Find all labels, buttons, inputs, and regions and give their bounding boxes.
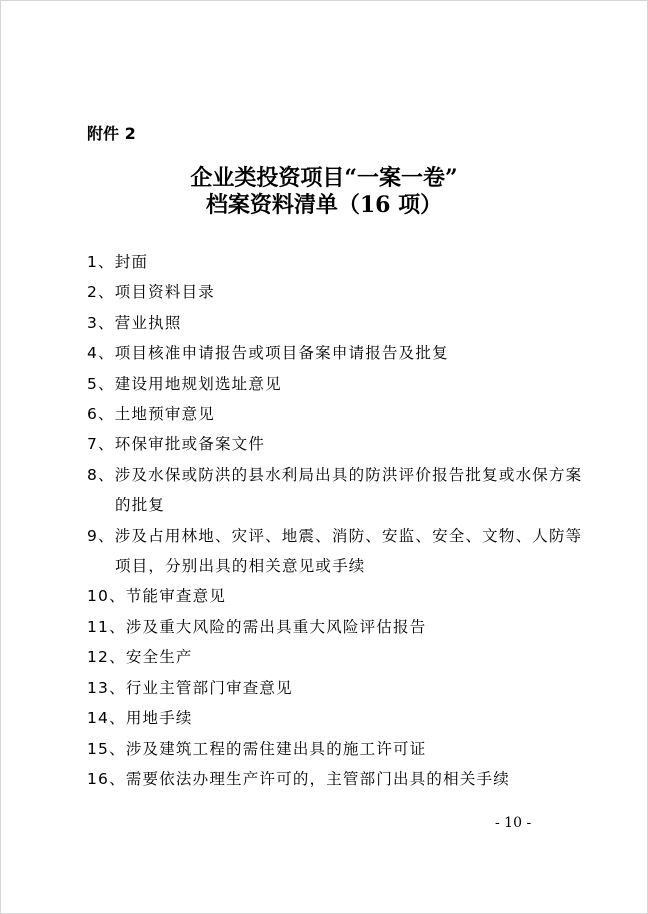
list-item-text: 项目资料目录 bbox=[114, 283, 215, 302]
list-item bbox=[87, 399, 587, 429]
list-item bbox=[87, 734, 587, 764]
list-item-text: 安全生产 bbox=[125, 648, 193, 667]
list-item-text: 封面 bbox=[114, 253, 149, 271]
checklist bbox=[87, 247, 587, 794]
list-item-number: 6、 bbox=[87, 405, 115, 424]
list-item-text: 环保审批或备案文件 bbox=[114, 435, 266, 454]
list-item bbox=[87, 308, 587, 338]
list-item bbox=[87, 338, 587, 368]
list-item-number: 12、 bbox=[87, 648, 126, 667]
list-item-text: 行业主管部门审查意见 bbox=[125, 678, 293, 697]
list-item-number: 4、 bbox=[87, 344, 115, 363]
page-number: - 10 - bbox=[495, 815, 532, 831]
list-item-text: 涉及建筑工程的需住建出具的施工许可证 bbox=[125, 739, 427, 758]
list-item bbox=[87, 277, 587, 307]
list-item bbox=[87, 612, 587, 642]
list-item-number: 2、 bbox=[87, 283, 115, 302]
list-item-text: 涉及重大风险的需出具重大风险评估报告 bbox=[125, 617, 427, 636]
list-item-text: 涉及水保或防洪的县水利局出具的防洪评价报告批复或水保方案的批复 bbox=[114, 465, 583, 515]
list-item-text: 土地预审意见 bbox=[114, 405, 215, 424]
list-item-text: 涉及占用林地、灾评、地震、消防、安监、安全、文物、人防等项目，分别出具的相关意见或手续 bbox=[114, 526, 583, 576]
list-item bbox=[87, 764, 587, 794]
list-item bbox=[87, 247, 587, 277]
list-item-text: 节能审查意见 bbox=[125, 587, 227, 606]
list-item bbox=[87, 673, 587, 703]
list-item-text: 营业执照 bbox=[114, 313, 182, 332]
list-item-number: 8、 bbox=[87, 465, 115, 484]
list-item-number: 7、 bbox=[87, 435, 115, 454]
list-item-number: 10、 bbox=[87, 587, 126, 606]
list-item bbox=[87, 429, 587, 459]
list-item-number: 3、 bbox=[87, 313, 115, 332]
list-item-text: 需要依法办理生产许可的，主管部门出具的相关手续 bbox=[125, 769, 510, 788]
document-title-line-1: 企业类投资项目“一案一卷” bbox=[190, 165, 458, 191]
list-item-number: 16、 bbox=[87, 769, 126, 788]
list-item bbox=[87, 581, 587, 611]
document-title-line-2: 档案资料清单（16 项） bbox=[205, 192, 443, 218]
list-item bbox=[87, 703, 587, 733]
list-item-number: 14、 bbox=[87, 709, 126, 728]
list-item-number: 5、 bbox=[87, 374, 115, 393]
list-item bbox=[87, 369, 587, 399]
list-item bbox=[87, 642, 587, 672]
list-item bbox=[87, 460, 587, 521]
list-item-number: 9、 bbox=[87, 526, 115, 545]
list-item-number: 15、 bbox=[87, 739, 126, 758]
list-item-number: 1、 bbox=[87, 253, 115, 271]
list-item bbox=[87, 521, 587, 582]
list-item-text: 建设用地规划选址意见 bbox=[114, 374, 282, 393]
list-item-number: 13、 bbox=[87, 678, 126, 697]
attachment-label: 附件 2 bbox=[87, 124, 136, 143]
list-item-text: 项目核准申请报告或项目备案申请报告及批复 bbox=[114, 344, 449, 363]
list-item-number: 11、 bbox=[87, 617, 126, 636]
list-item-text: 用地手续 bbox=[125, 709, 193, 728]
